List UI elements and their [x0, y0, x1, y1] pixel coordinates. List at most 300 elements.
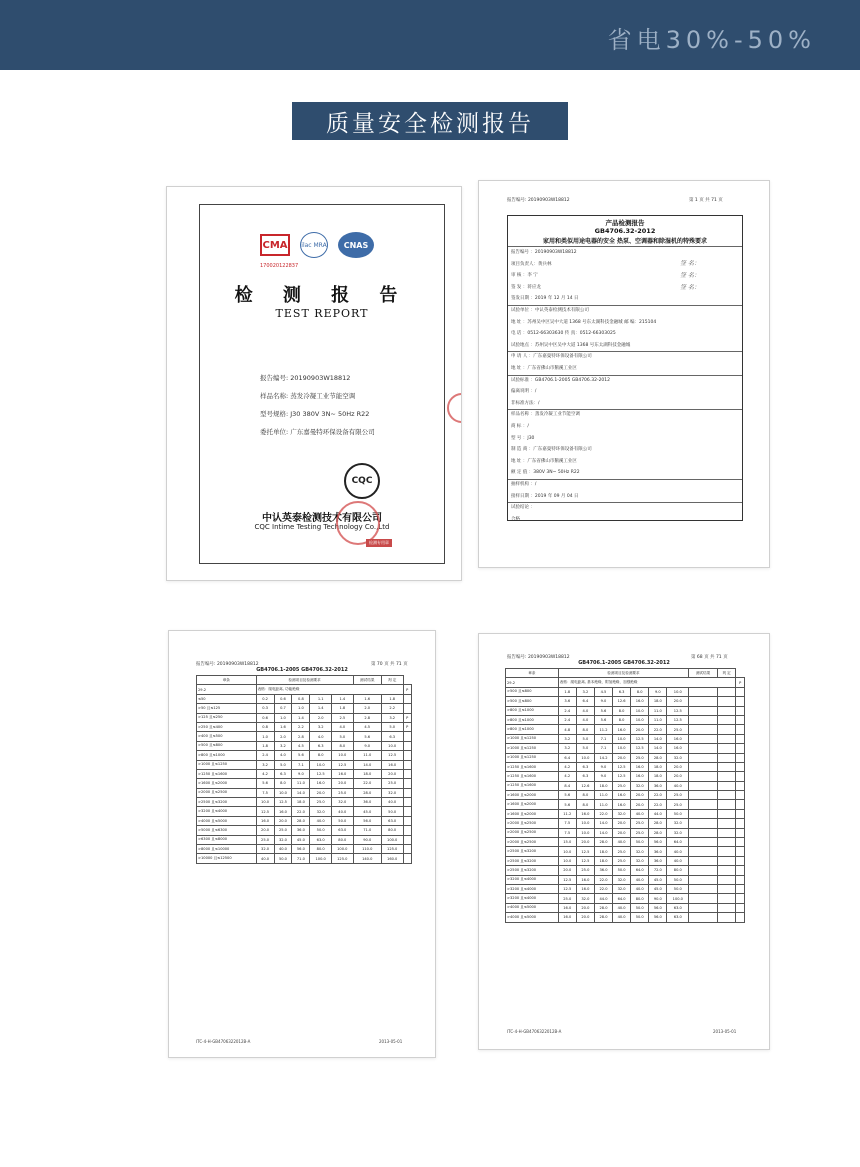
- table-cell: [403, 741, 412, 750]
- table-cell: 8.0: [576, 725, 594, 734]
- table-header-cell: 检测项目及检测要求: [558, 669, 689, 678]
- divider: [508, 246, 742, 247]
- table-cell: 32.0: [613, 809, 631, 818]
- table-cell: 28.0: [594, 903, 612, 912]
- table-cell: 16.0: [631, 762, 649, 771]
- table-cell: [689, 866, 718, 875]
- table-row: [506, 894, 745, 903]
- table-cell: 8.0: [613, 715, 631, 724]
- table-cell: 6.3: [381, 732, 403, 741]
- table-cell: 7.1: [594, 744, 612, 753]
- table-cell: 32.0: [310, 807, 332, 816]
- table-cell: 12.5: [274, 798, 292, 807]
- table-row: [197, 769, 412, 778]
- table-header-cell: 判 定: [717, 669, 736, 678]
- table-cell: 2.8: [353, 713, 381, 722]
- table-cell: 2.2: [381, 704, 403, 713]
- table-cell: 16.0: [613, 791, 631, 800]
- table-cell: >1000 且≤1250: [506, 734, 559, 743]
- table-cell: [689, 706, 718, 715]
- table-cell: [736, 819, 745, 828]
- summary-row: 报告编号 ：20190903W18812: [511, 250, 577, 255]
- divider: [508, 479, 742, 480]
- divider: [508, 502, 742, 503]
- table-cell: 9.0: [353, 741, 381, 750]
- table-cell: [736, 734, 745, 743]
- table-header-cell: 章条: [506, 669, 559, 678]
- table-cell: 16.0: [256, 816, 274, 825]
- table-cell: 50.0: [310, 826, 332, 835]
- table-cell: 14.0: [649, 734, 667, 743]
- sign-label: 签 名：: [680, 272, 700, 279]
- table-row: [506, 762, 745, 771]
- page-number: 第 70 页 共 71 页: [371, 662, 408, 667]
- table-cell: 25.0: [631, 819, 649, 828]
- table-cell: 0.6: [274, 694, 292, 703]
- table-cell: [689, 875, 718, 884]
- table-row: [197, 694, 412, 703]
- table-row: [197, 713, 412, 722]
- table-cell: [717, 697, 736, 706]
- table-cell: 50.0: [631, 913, 649, 922]
- summary-row: 地 址 ：广东省佛山市鹅溪工业区: [511, 458, 577, 464]
- table-cell: 22.0: [353, 779, 381, 788]
- table-cell: [736, 791, 745, 800]
- table-cell: 6.3: [576, 762, 594, 771]
- table-row: [197, 704, 412, 713]
- table-cell: [736, 913, 745, 922]
- table-cell: 5.6: [558, 800, 576, 809]
- table-cell: 80.0: [381, 826, 403, 835]
- table-cell: 18.0: [594, 856, 612, 865]
- table-row: [197, 722, 412, 731]
- table-cell: 8.0: [576, 800, 594, 809]
- table-cell: [689, 753, 718, 762]
- table-cell: 40.0: [631, 884, 649, 893]
- table-cell: 16.0: [558, 913, 576, 922]
- table-cell: 12.5: [558, 875, 576, 884]
- table-cell: [717, 715, 736, 724]
- page-report-no: 报告编号: 20190903W18812: [196, 662, 259, 667]
- table-row: [506, 772, 745, 781]
- table-cell: [689, 734, 718, 743]
- table-cell: 16.0: [631, 772, 649, 781]
- table-cell: [717, 762, 736, 771]
- table-row: [506, 875, 745, 884]
- table-cell: 20.0: [613, 828, 631, 837]
- clause-verdict: P: [403, 685, 412, 694]
- table-cell: 20.0: [667, 772, 689, 781]
- table-row: [197, 798, 412, 807]
- table-cell: 28.0: [649, 753, 667, 762]
- table-cell: 25.0: [576, 866, 594, 875]
- table-cell: 20.0: [256, 826, 274, 835]
- table-cell: 10.0: [613, 734, 631, 743]
- table-cell: 90.0: [649, 894, 667, 903]
- table-cell: 16.0: [667, 734, 689, 743]
- table-cell: 20.0: [631, 725, 649, 734]
- table-cell: 64.0: [631, 866, 649, 875]
- table-cell: >1600 且≤2000: [506, 809, 559, 818]
- table-cell: 1.8: [558, 687, 576, 696]
- summary-row: 地 址 ：苏州吴中区吴中大道 1368 号东太湖科技金融城 邮 编：215104: [511, 319, 657, 325]
- table-cell: 10.0: [558, 856, 576, 865]
- table-cell: 18.0: [353, 769, 381, 778]
- summary-row: 型 号 ：J30: [511, 435, 535, 441]
- table-cell: >1600 且≤2000: [506, 791, 559, 800]
- table-cell: 64.0: [613, 894, 631, 903]
- table-cell: 50.0: [667, 809, 689, 818]
- table-cell: [403, 704, 412, 713]
- table-cell: P: [403, 713, 412, 722]
- table-row: [506, 753, 745, 762]
- table-cell: 25.0: [667, 725, 689, 734]
- table-cell: 8.0: [613, 706, 631, 715]
- table-cell: 125.0: [331, 854, 353, 863]
- creepage-table-functional: [196, 675, 412, 864]
- table-cell: 10.0: [331, 751, 353, 760]
- table-row: [197, 826, 412, 835]
- table-cell: 12.5: [558, 884, 576, 893]
- footer-form-no: ITC-4-H-GB4706322012B-A: [196, 1039, 251, 1044]
- table-cell: 12.5: [667, 715, 689, 724]
- table-cell: 32.0: [631, 856, 649, 865]
- top-banner: [0, 0, 860, 70]
- table-cell: 5.6: [594, 706, 612, 715]
- table-cell: >1250 且≤1600: [197, 769, 257, 778]
- table-cell: >800 且≤1000: [506, 706, 559, 715]
- table-cell: 18.0: [649, 762, 667, 771]
- table-cell: [689, 772, 718, 781]
- table-cell: [717, 809, 736, 818]
- table-cell: 22.0: [649, 725, 667, 734]
- table-cell: 1.6: [353, 694, 381, 703]
- table-cell: [717, 781, 736, 790]
- table-cell: 40.0: [613, 838, 631, 847]
- page-report-no: 报告编号: 20190903W18812: [507, 655, 570, 660]
- table-cell: 7.1: [292, 760, 310, 769]
- table-row: [506, 913, 745, 922]
- table-cell: 10.0: [631, 706, 649, 715]
- table-cell: >2000 且≤2500: [506, 838, 559, 847]
- table-cell: 12.5: [613, 762, 631, 771]
- table-cell: >1250 且≤1600: [506, 781, 559, 790]
- table-cell: >2500 且≤3200: [506, 856, 559, 865]
- table-cell: [403, 779, 412, 788]
- table-cell: [689, 725, 718, 734]
- table-cell: 32.0: [274, 835, 292, 844]
- table-cell: [403, 835, 412, 844]
- table-cell: 25.0: [558, 894, 576, 903]
- sign-label: 签 名：: [680, 260, 700, 267]
- table-row: [506, 687, 745, 696]
- report-summary-page: [478, 180, 770, 568]
- table-cell: 2.0: [353, 704, 381, 713]
- table-cell: 36.0: [353, 798, 381, 807]
- table-cell: 5.6: [256, 779, 274, 788]
- table-cell: [689, 809, 718, 818]
- table-cell: 2.4: [558, 706, 576, 715]
- table-cell: 1.4: [310, 704, 332, 713]
- table-cell: 25.0: [613, 856, 631, 865]
- table-cell: [736, 856, 745, 865]
- table-cell: 50.0: [274, 854, 292, 863]
- table-cell: 20.0: [613, 819, 631, 828]
- table-cell: [736, 809, 745, 818]
- table-cell: 1.8: [256, 741, 274, 750]
- table-cell: 50.0: [381, 807, 403, 816]
- table-cell: [736, 894, 745, 903]
- table-cell: >3200 且≤4000: [197, 807, 257, 816]
- table-cell: 36.0: [649, 856, 667, 865]
- table-cell: 50.0: [631, 838, 649, 847]
- summary-row: 试验单位 ：中认英泰检测技术有限公司: [511, 308, 589, 313]
- table-cell: 40.0: [331, 807, 353, 816]
- footer-form-no: ITC-4-H-GB4706322012B-A: [507, 1029, 562, 1034]
- sign-label: 签 名：: [680, 284, 700, 291]
- table-cell: [717, 875, 736, 884]
- table-cell: 20.0: [631, 791, 649, 800]
- table-cell: [689, 819, 718, 828]
- table-row: [506, 697, 745, 706]
- table-cell: 10.0: [274, 788, 292, 797]
- table-cell: 14.0: [594, 819, 612, 828]
- table-row: [506, 856, 745, 865]
- table-cell: [403, 694, 412, 703]
- table-cell: >500 且≤800: [506, 697, 559, 706]
- table-cell: 45.0: [292, 835, 310, 844]
- summary-row: 合格: [511, 516, 520, 522]
- table-cell: >125 且≤250: [197, 713, 257, 722]
- table-cell: 4.0: [310, 732, 332, 741]
- table-cell: 1.0: [256, 732, 274, 741]
- table-cell: [736, 772, 745, 781]
- table-cell: 4.2: [256, 769, 274, 778]
- table-cell: >5000 且≤6300: [197, 826, 257, 835]
- table-cell: 25.0: [256, 835, 274, 844]
- table-cell: 10.0: [381, 741, 403, 750]
- edge-stamp-icon: [447, 393, 462, 423]
- table-cell: 32.0: [256, 845, 274, 854]
- table-cell: [736, 875, 745, 884]
- table-cell: 8.0: [331, 741, 353, 750]
- cover-title-cn: 检 测 报 告: [234, 285, 410, 306]
- table-cell: [736, 744, 745, 753]
- summary-row: 电 话 ：0512-66303630 传 真：0512-66303025: [511, 331, 616, 337]
- table-cell: [717, 734, 736, 743]
- table-cell: 100.0: [381, 835, 403, 844]
- table-cell: 2.0: [310, 713, 332, 722]
- summary-row: 签发日期 ：2019 年 12 月 14 日: [511, 296, 579, 302]
- table-cell: [689, 856, 718, 865]
- table-cell: 32.0: [613, 875, 631, 884]
- table-cell: [717, 828, 736, 837]
- table-cell: 22.0: [649, 800, 667, 809]
- table-cell: >2000 且≤2500: [506, 828, 559, 837]
- table-row: [506, 744, 745, 753]
- table-cell: 8.0: [631, 687, 649, 696]
- table-cell: 28.0: [594, 913, 612, 922]
- table-cell: 16.0: [576, 884, 594, 893]
- table-cell: 1.6: [274, 722, 292, 731]
- table-cell: 3.2: [381, 713, 403, 722]
- table-cell: 45.0: [649, 875, 667, 884]
- table-cell: 11.0: [594, 791, 612, 800]
- clause-verdict: P: [736, 678, 745, 687]
- table-cell: 18.0: [594, 781, 612, 790]
- table-page-68: [478, 633, 770, 1050]
- table-cell: 50.0: [613, 866, 631, 875]
- table-cell: [689, 847, 718, 856]
- table-cell: 32.0: [331, 798, 353, 807]
- table-cell: 44.0: [649, 809, 667, 818]
- table-cell: 25.0: [310, 798, 332, 807]
- table-cell: 64.0: [667, 838, 689, 847]
- table-row: [197, 732, 412, 741]
- table-cell: 2.0: [274, 732, 292, 741]
- table-cell: 25.0: [631, 828, 649, 837]
- table-cell: 56.0: [649, 838, 667, 847]
- table-cell: 4.2: [558, 772, 576, 781]
- slogan-text: 省电30%-50%: [607, 26, 816, 54]
- table-row: [197, 741, 412, 750]
- table-cell: [717, 819, 736, 828]
- table-cell: [689, 838, 718, 847]
- table-cell: [689, 913, 718, 922]
- summary-row: 非标准方法：/: [511, 400, 540, 406]
- table-row: [197, 779, 412, 788]
- table-header-cell: 测试结果: [353, 676, 381, 685]
- table-cell: 16.0: [576, 809, 594, 818]
- table-cell: 10.0: [576, 828, 594, 837]
- table-cell: 18.0: [649, 697, 667, 706]
- table-cell: 56.0: [649, 903, 667, 912]
- table-cell: [403, 816, 412, 825]
- table-cell: [403, 760, 412, 769]
- table-cell: 22.0: [594, 809, 612, 818]
- table-cell: 9.0: [594, 762, 612, 771]
- table-cell: 16.0: [631, 697, 649, 706]
- table-cell: 25.0: [667, 791, 689, 800]
- table-cell: 50.0: [631, 903, 649, 912]
- table-cell: 125.0: [381, 845, 403, 854]
- table-cell: 6.4: [576, 697, 594, 706]
- table-cell: 25.0: [381, 779, 403, 788]
- table-cell: [689, 697, 718, 706]
- table-cell: 100.0: [331, 845, 353, 854]
- summary-row: 试验标准 ：GB4706.1-2005 GB4706.32-2012: [511, 377, 611, 383]
- table-cell: 25.0: [613, 781, 631, 790]
- table-cell: >800 且≤1000: [197, 751, 257, 760]
- table-cell: 12.5: [613, 772, 631, 781]
- table-cell: 32.0: [667, 753, 689, 762]
- table-cell: [736, 725, 745, 734]
- table-cell: 4.2: [558, 762, 576, 771]
- table-cell: 45.0: [649, 884, 667, 893]
- table-cell: [736, 800, 745, 809]
- table-cell: 11.0: [292, 779, 310, 788]
- divider: [508, 305, 742, 306]
- table-cell: >800 且≤1000: [506, 725, 559, 734]
- table-cell: 4.0: [576, 706, 594, 715]
- table-cell: 45.0: [353, 807, 381, 816]
- table-cell: 10.0: [613, 744, 631, 753]
- table-cell: 12.5: [310, 769, 332, 778]
- table-cell: [736, 903, 745, 912]
- table-cell: 50.0: [331, 816, 353, 825]
- creepage-table-basic: [505, 668, 745, 923]
- summary-row: 地 址 ：广东省佛山市鹅溪工业区: [511, 366, 577, 371]
- table-cell: 10.0: [667, 687, 689, 696]
- table-page-70: [168, 630, 436, 1058]
- table-cell: [736, 687, 745, 696]
- table-row: [506, 866, 745, 875]
- table-cell: 22.0: [594, 875, 612, 884]
- table-cell: >3200 且≤4000: [506, 875, 559, 884]
- footer-date: 2013-05-01: [379, 1039, 403, 1044]
- table-cell: 9.0: [594, 697, 612, 706]
- table-cell: [717, 903, 736, 912]
- table-cell: 7.5: [256, 788, 274, 797]
- table-cell: 40.0: [667, 856, 689, 865]
- table-cell: 28.0: [292, 816, 310, 825]
- table-cell: 6.3: [613, 687, 631, 696]
- table-cell: 63.0: [331, 826, 353, 835]
- table-cell: 12.5: [576, 847, 594, 856]
- table-row: [197, 807, 412, 816]
- table-row: [506, 809, 745, 818]
- table-cell: 0.2: [256, 694, 274, 703]
- table-cell: [717, 884, 736, 893]
- table-cell: 110.0: [353, 845, 381, 854]
- table-cell: >500 且≤800: [506, 687, 559, 696]
- table-cell: 6.3: [310, 741, 332, 750]
- table-cell: 40.0: [613, 903, 631, 912]
- table-cell: 20.0: [274, 816, 292, 825]
- table-row: [506, 715, 745, 724]
- table-row: [506, 838, 745, 847]
- summary-box: [507, 215, 743, 521]
- table-cell: 32.0: [576, 894, 594, 903]
- table-row: [197, 845, 412, 854]
- table-cell: >6300 且≤8000: [197, 835, 257, 844]
- table-cell: 40.0: [667, 781, 689, 790]
- table-cell: 40.0: [256, 854, 274, 863]
- table-cell: 25.0: [613, 847, 631, 856]
- summary-row: 审 核 ：李 宁: [511, 273, 538, 279]
- table-cell: [689, 894, 718, 903]
- table-cell: [403, 826, 412, 835]
- divider: [508, 409, 742, 410]
- table-cell: 1.4: [331, 694, 353, 703]
- table-cell: >2500 且≤3200: [506, 847, 559, 856]
- table-cell: 63.0: [310, 835, 332, 844]
- table-cell: 50.0: [667, 884, 689, 893]
- table-row: [506, 706, 745, 715]
- table-cell: >2000 且≤2500: [506, 819, 559, 828]
- table-cell: 4.0: [331, 722, 353, 731]
- table-cell: 16.0: [558, 903, 576, 912]
- table-cell: 20.0: [558, 866, 576, 875]
- table-cell: 8.0: [576, 791, 594, 800]
- table-cell: [403, 845, 412, 854]
- table-cell: 0.8: [292, 694, 310, 703]
- table-cell: 4.0: [274, 751, 292, 760]
- table-cell: 14.2: [594, 753, 612, 762]
- table-cell: 4.5: [292, 741, 310, 750]
- table-cell: [736, 697, 745, 706]
- table-cell: 11.0: [649, 715, 667, 724]
